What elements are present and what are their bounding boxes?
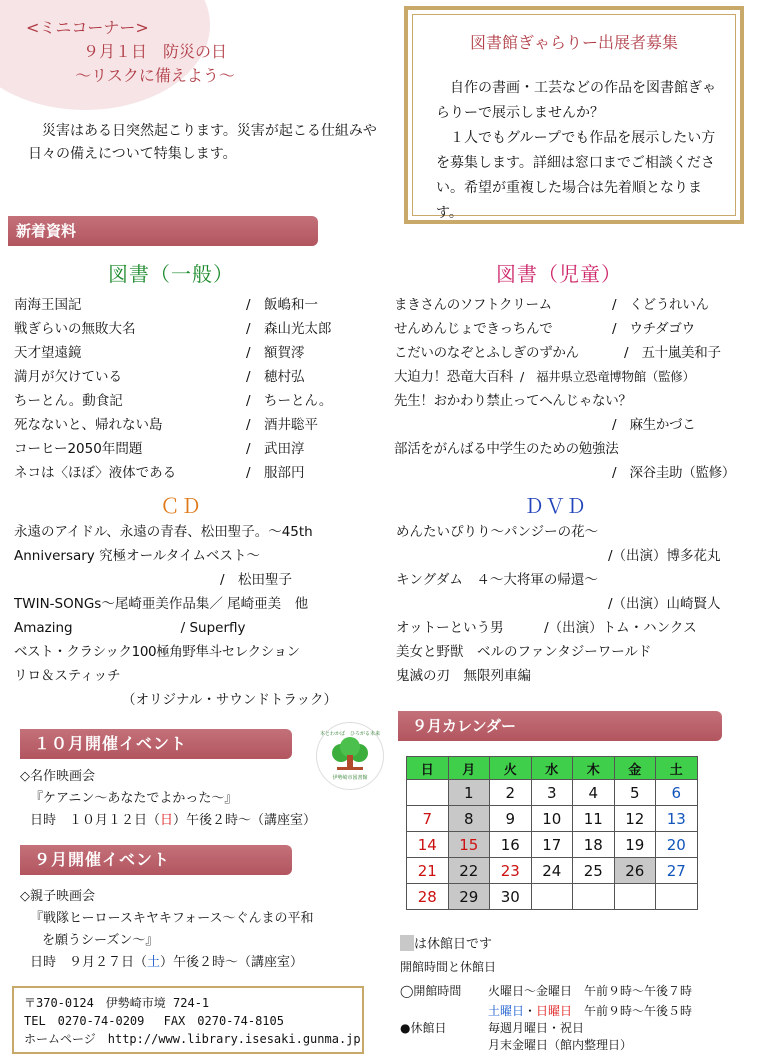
gallery-paragraph-2: １人でもグループでも作品を展示したい方を募集します。詳細は窓口までご相談ください。希望が重複した場合は先着順となります。 [436, 130, 716, 221]
calendar-header: ９月カレンダー [398, 711, 722, 741]
weekday-thu: 木 [573, 757, 615, 780]
list-item: 天才望遠鏡 / 額賀澪 [14, 345, 305, 361]
list-item: / 麻生かづこ [612, 417, 696, 433]
mini-corner-subtitle: ～リスクに備えよう～ [75, 66, 235, 85]
list-item: 鬼滅の刃 無限列車編 [396, 668, 531, 684]
gallery-title: 図書館ぎゃらりー出展者募集 [469, 33, 678, 52]
closed-swatch [400, 935, 414, 951]
list-item: 満月が欠けている / 穂村弘 [14, 369, 305, 385]
logo-top-text: 本とわかば ひろがる未来 [319, 731, 381, 737]
calendar-day: 7 [407, 806, 449, 832]
calendar-week-row [407, 806, 698, 832]
calendar-day: 14 [407, 832, 449, 858]
list-item: ちーとん。動食記 / ちーとん。 [14, 393, 333, 409]
list-item: 永遠のアイドル、永遠の青春、松田聖子。～45th [14, 524, 313, 540]
event-title: 『ケアニン～あなたでよかった～』 [30, 791, 238, 806]
dvd-list [396, 520, 756, 688]
calendar-day: 2 [490, 780, 532, 806]
calendar-day: 22 [448, 858, 490, 884]
calendar-week-row [407, 884, 698, 910]
gallery-box [404, 6, 744, 224]
list-item: / 松田聖子 [220, 572, 293, 588]
september-calendar [406, 756, 698, 910]
calendar-day: 25 [573, 858, 615, 884]
mini-corner-body: 災害はある日突然起こります。災害が起こる仕組みや日々の備えについて特集します。 [28, 123, 377, 162]
calendar-day: 16 [490, 832, 532, 858]
list-item: /（出演）博多花丸 [608, 548, 721, 564]
list-item: こだいのなぞとふしぎのずかん / 五十嵐美和子 [394, 345, 721, 361]
calendar-empty-cell [531, 884, 573, 910]
calendar-day: 26 [614, 858, 656, 884]
calendar-day: 6 [656, 780, 698, 806]
calendar-empty-cell [614, 884, 656, 910]
weekday-fri: 金 [614, 757, 656, 780]
weekday-sat: 土 [656, 757, 698, 780]
list-item: ベスト・クラシック100極角野隼斗セレクション [14, 644, 300, 660]
list-item: （オリジナル・サウンドトラック） [122, 692, 338, 708]
library-contact-box [12, 986, 364, 1054]
list-item: /（出演）山崎賢人 [608, 596, 721, 612]
closed-label: ●休館日 [400, 1021, 447, 1035]
weekday-tue: 火 [490, 757, 532, 780]
mini-corner-title: ９月１日 防災の日 [82, 42, 227, 61]
calendar-week-row [407, 780, 698, 806]
october-events-header: １０月開催イベント [20, 729, 292, 759]
event-title-line-1: 『戦隊ヒーロースキヤキフォース～ぐんまの平和 [30, 911, 314, 926]
books-children-list [394, 293, 758, 485]
weekday-wed: 水 [531, 757, 573, 780]
calendar-day: 19 [614, 832, 656, 858]
calendar-legend [400, 935, 492, 955]
closed-rule-2: 月末金曜日（館内整理日） [488, 1038, 633, 1052]
list-item: TWIN-SONGs～尾崎亜美作品集／ 尾崎亜美 他 [14, 596, 309, 612]
list-item: Anniversary 究極オールタイムベスト～ [14, 548, 260, 564]
list-item: / 深谷圭助（監修） [612, 465, 736, 481]
calendar-day: 5 [614, 780, 656, 806]
calendar-day: 8 [448, 806, 490, 832]
books-general-heading: 図書（一般） [108, 262, 234, 286]
books-children-heading: 図書（児童） [496, 262, 622, 286]
list-item: 美女と野獣 ベルのファンタジーワールド [396, 644, 652, 660]
calendar-empty-cell [407, 780, 449, 806]
list-item: リロ＆スティッチ [14, 668, 121, 684]
open-label: ◯開館時間 [400, 984, 462, 998]
calendar-day: 11 [573, 806, 615, 832]
calendar-day: 3 [531, 780, 573, 806]
event-datetime: 日時 １０月１２日（日）午後２時～（講座室） [30, 813, 317, 828]
list-item: 部活をがんばる中学生のための勉強法 [394, 441, 619, 457]
list-item: 南海王国記 / 飯嶋和一 [14, 297, 319, 313]
hours-title: 開館時間と休館日 [400, 960, 497, 974]
gallery-body [436, 76, 726, 226]
list-item: せんめんじょできっちんで / ウチダゴウ [394, 321, 695, 337]
calendar-day: 4 [573, 780, 615, 806]
calendar-day: 29 [448, 884, 490, 910]
homepage-link[interactable]: ホームページ http://www.library.isesaki.gunma.jp [24, 1032, 361, 1046]
mini-corner-heading [0, 16, 310, 88]
opening-hours [400, 958, 756, 1053]
calendar-day: 27 [656, 858, 698, 884]
library-logo [316, 722, 384, 790]
calendar-day: 15 [448, 832, 490, 858]
weekday-sun: 日 [407, 757, 449, 780]
new-materials-header: 新着資料 [8, 216, 318, 246]
calendar-day: 28 [407, 884, 449, 910]
closed-rule-1: 毎週月曜日・祝日 [488, 1021, 585, 1035]
calendar-day: 30 [490, 884, 532, 910]
event-name: ◇親子映画会 [20, 889, 95, 904]
calendar-week-row [407, 832, 698, 858]
event-name: ◇名作映画会 [20, 769, 95, 784]
list-item: 大迫力！恐竜大百科 / 福井県立恐竜博物館（監修） [394, 369, 695, 385]
calendar-day: 21 [407, 858, 449, 884]
list-item: ネコは〈ほぼ〉液体である / 服部円 [14, 465, 305, 481]
list-item: Amazing / Superfly [14, 620, 246, 636]
calendar-day: 23 [490, 858, 532, 884]
open-weekend: 土曜日・日曜日 午前９時～午後５時 [488, 1004, 693, 1018]
calendar-day: 20 [656, 832, 698, 858]
list-item: めんたいぴりり～パンジーの花～ [396, 524, 599, 540]
open-weekday: 火曜日～金曜日 午前９時～午後７時 [488, 984, 693, 998]
event-title-line-2: を願うシーズン～』 [42, 933, 159, 948]
calendar-day: 10 [531, 806, 573, 832]
event-datetime: 日時 ９月２７日（土）午後２時～（講座室） [30, 955, 304, 970]
october-event [20, 766, 320, 832]
gallery-paragraph-1: 自作の書画・工芸などの作品を図書館ぎゃらりーで展示しませんか？ [436, 80, 716, 121]
list-item: まきさんのソフトクリーム / くどうれいん [394, 297, 709, 313]
list-item: 死なないと、帰れない島 / 酒井聡平 [14, 417, 319, 433]
legend-text: は休館日です [414, 937, 493, 952]
dvd-heading: ＤＶＤ [524, 494, 587, 518]
books-general-list [14, 293, 394, 485]
calendar-weekday-row [407, 757, 698, 780]
cd-heading: ＣＤ [160, 494, 202, 518]
cd-list [14, 520, 384, 712]
weekday-mon: 月 [448, 757, 490, 780]
calendar-day: 17 [531, 832, 573, 858]
phone-fax: TEL 0270-74-0209 FAX 0270-74-8105 [24, 1014, 284, 1028]
list-item: 先生！おかわり禁止ってへんじゃない？ [394, 393, 632, 409]
list-item: 戦ぎらいの無敗大名 / 森山光太郎 [14, 321, 332, 337]
calendar-day: 24 [531, 858, 573, 884]
calendar-day: 1 [448, 780, 490, 806]
list-item: オットーという男 /（出演）トム・ハンクス [396, 620, 697, 636]
address: 〒370-0124 伊勢崎市境 724-1 [24, 996, 210, 1010]
calendar-empty-cell [656, 884, 698, 910]
calendar-day: 13 [656, 806, 698, 832]
calendar-day: 12 [614, 806, 656, 832]
list-item: キングダム ４～大将軍の帰還～ [396, 572, 598, 588]
calendar-day: 9 [490, 806, 532, 832]
september-event [20, 886, 380, 974]
calendar-day: 18 [573, 832, 615, 858]
calendar-empty-cell [573, 884, 615, 910]
list-item: コーヒー2050年問題 / 武田淳 [14, 441, 305, 457]
logo-bottom-text: 伊勢崎市図書館 [332, 775, 368, 781]
mini-corner-label: <ミニコーナー> [26, 18, 149, 37]
september-events-header: ９月開催イベント [20, 845, 292, 875]
calendar-week-row [407, 858, 698, 884]
